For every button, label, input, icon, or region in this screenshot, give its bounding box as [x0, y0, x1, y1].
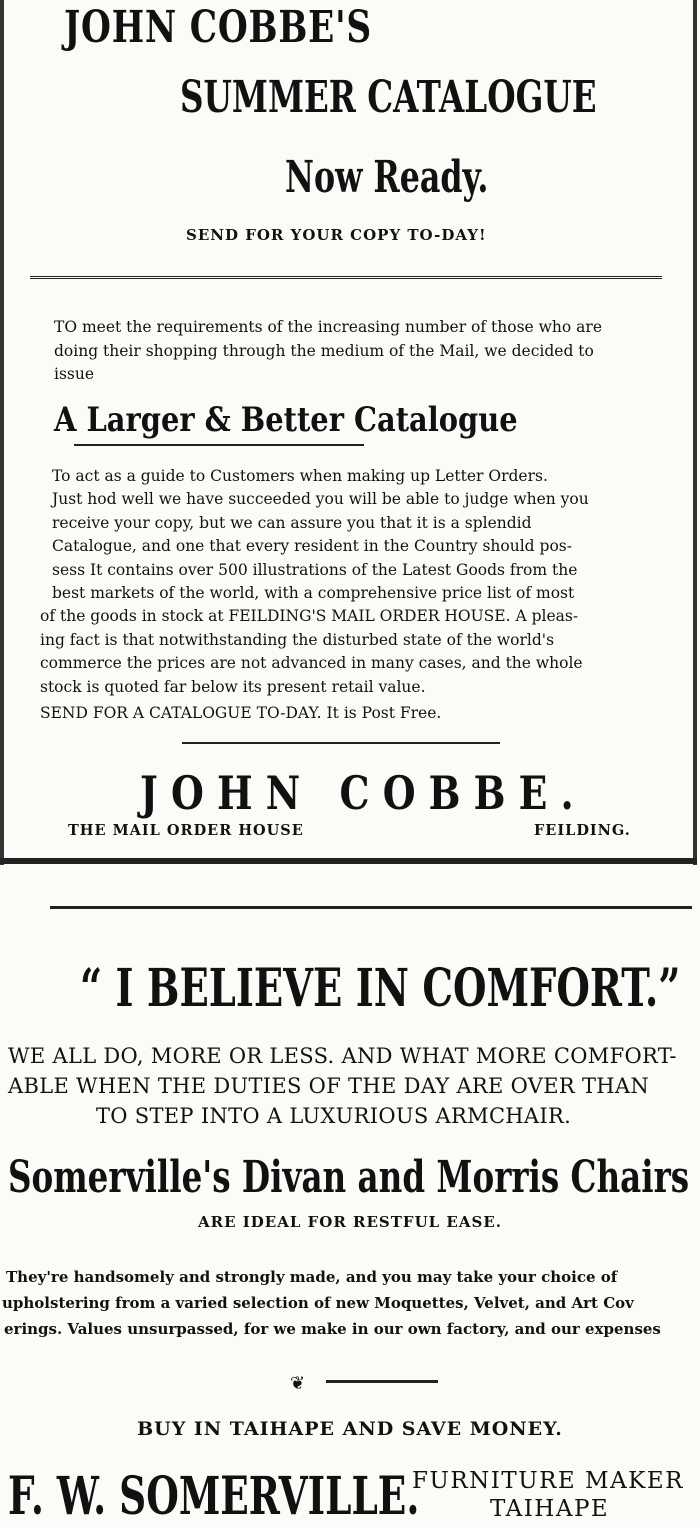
ad2-ideal-line: ARE IDEAL FOR RESTFUL EASE. — [198, 1213, 502, 1231]
column-divider — [50, 906, 692, 909]
ad1-signature-john-cobbe: JOHN COBBE. — [140, 766, 587, 820]
ornament-rule — [326, 1380, 438, 1383]
ornament-icon: ❦ — [290, 1373, 306, 1394]
ad1-body-paragraph — [40, 465, 678, 699]
ornamental-rule-signature — [182, 734, 500, 744]
ad1-town-feilding: FEILDING. — [534, 822, 631, 839]
ad1-body-line: stock is quoted far below its present retail value. — [40, 677, 426, 696]
ad2-company-name: F. W. SOMERVILLE. — [8, 1466, 420, 1527]
ad1-intro-line: doing their shopping through the medium of the Mail, we decided to — [54, 341, 594, 360]
ad1-intro-paragraph — [54, 316, 676, 387]
ad2-lead-line: WE ALL DO, MORE OR LESS. AND WHAT MORE COMFORT- — [8, 1044, 677, 1068]
ad1-send-for-catalogue: SEND FOR A CATALOGUE TO-DAY. It is Post Free. — [40, 704, 442, 722]
ad1-title-summer-catalogue: SUMMER CATALOGUE — [180, 72, 597, 123]
ad1-intro-line: TO meet the requirements of the increasing number of those who are — [54, 318, 602, 336]
ad2-headline-comfort: “ I BELIEVE IN COMFORT.” — [80, 958, 681, 1019]
ad1-intro-line: issue — [54, 365, 95, 383]
ad2-product-title: Somerville's Divan and Morris Chairs — [8, 1152, 690, 1203]
ad1-body-line: To act as a guide to Customers when making up Letter Orders. — [52, 467, 548, 485]
ad2-trade: FURNITURE MAKER — [412, 1468, 684, 1494]
ad2-buy-in-taihape: BUY IN TAIHAPE AND SAVE MONEY. — [137, 1418, 563, 1440]
ad2-lead-line: ABLE WHEN THE DUTIES OF THE DAY ARE OVER THAN — [8, 1074, 650, 1098]
ornamental-rule-short — [74, 436, 364, 446]
ad1-body-line: Catalogue, and one that every resident in the Country should pos- — [52, 537, 572, 556]
ad1-body-line: receive your copy, but we can assure you that it is a splendid — [52, 513, 532, 532]
ad2-town-taihape: TAIHAPE — [490, 1496, 610, 1522]
ad1-headline-larger-better: A Larger & Better Catalogue — [54, 400, 518, 440]
ad2-body-line: erings. Values unsurpassed, for we make in our own factory, and our expenses — [4, 1320, 661, 1338]
ad-border-right — [693, 0, 697, 865]
ad1-body-line: sess It contains over 500 illustrations of the Latest Goods from the — [52, 560, 578, 579]
ad1-title-john-cobbes: JOHN COBBE'S — [64, 2, 372, 53]
ad2-lead-line: TO STEP INTO A LUXURIOUS ARMCHAIR. — [96, 1104, 572, 1128]
ad1-body-line: of the goods in stock at FEILDING'S MAIL ORDER HOUSE. A pleas- — [40, 607, 579, 626]
ad2-body-line: They're handsomely and strongly made, and you may take your choice of — [6, 1268, 618, 1286]
ad1-bottom-border — [0, 858, 697, 864]
ornamental-rule — [30, 268, 662, 279]
ad1-title-now-ready: Now Ready. — [285, 152, 489, 203]
ad1-body-line: Just hod well we have succeeded you will be able to judge when you — [52, 490, 589, 509]
ad1-body-line: ing fact is that notwithstanding the disturbed state of the world's — [40, 630, 555, 649]
ad1-body-line: commerce the prices are not advanced in many cases, and the whole — [40, 654, 583, 673]
ad1-send-for-copy: SEND FOR YOUR COPY TO-DAY! — [186, 226, 487, 244]
ad2-body-line: upholstering from a varied selection of new Moquettes, Velvet, and Art Cov — [2, 1294, 634, 1312]
ad1-mail-order-house: THE MAIL ORDER HOUSE — [68, 822, 304, 839]
ad1-body-line: best markets of the world, with a comprehensive price list of most — [52, 583, 575, 602]
ad-border-left — [0, 0, 4, 865]
